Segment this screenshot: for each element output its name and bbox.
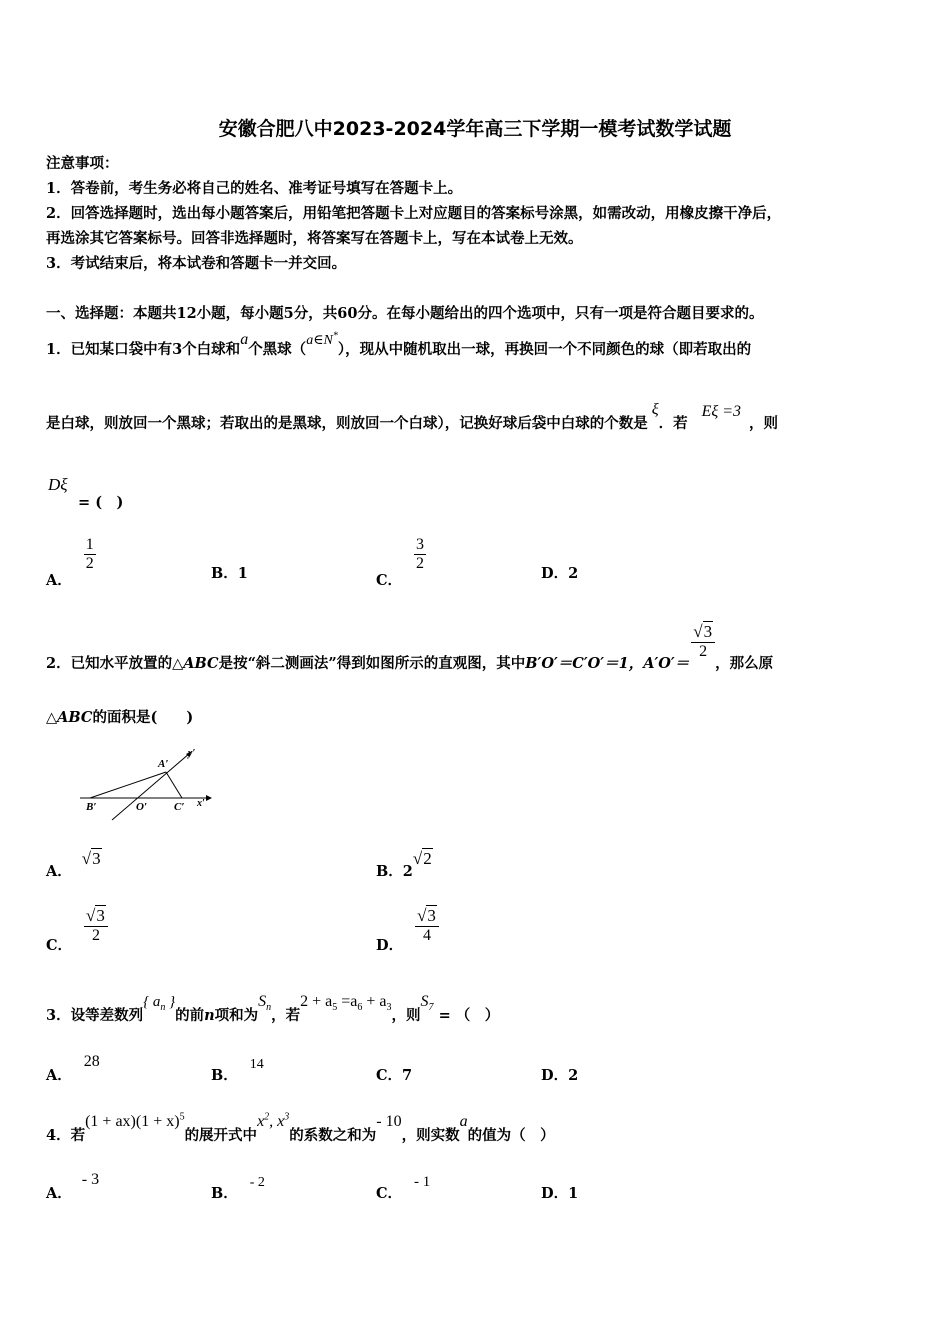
q1-text-6: ，则 xyxy=(749,415,779,432)
q1-condition: a∈N* xyxy=(306,330,338,348)
label-x: x′ xyxy=(197,798,205,809)
q3-option-d[interactable]: D．2 xyxy=(541,1067,579,1084)
segment-ba xyxy=(90,772,166,798)
q1-text-5: ．若 xyxy=(658,415,688,432)
section-heading: 一、选择题：本题共12小题，每小题5分，共60分。在每小题给出的四个选项中，只有一项是符合题目要求的。 xyxy=(46,305,764,322)
q3-s7: $S_7$ xyxy=(420,993,434,1014)
x-axis-arrow xyxy=(206,795,212,801)
q1-line-3 xyxy=(48,475,124,516)
q1-variance: Dξ xyxy=(48,475,68,494)
q3-sum: $S_n$ xyxy=(258,993,272,1014)
q4-option-b[interactable]: B．- 2 xyxy=(211,1175,265,1202)
notice-line-2b: 再选涂其它答案标号。回答非选择题时，将答案写在答题卡上，写在本试卷上无效。 xyxy=(46,230,583,247)
q1-text-4: 是白球，则放回一个黑球；若取出的是黑球，则放回一个白球），记换好球后袋中白球的个数是 xyxy=(46,415,648,432)
q2-option-c[interactable]: C． $\frac{√3}{2}$ xyxy=(46,906,108,946)
q3-option-a[interactable]: A．28 xyxy=(46,1053,100,1084)
page-title: 安徽合肥八中2023-2024学年高三下学期一模考试数学试题 xyxy=(218,118,732,140)
q3-option-b[interactable]: B．14 xyxy=(211,1057,264,1084)
label-c: C′ xyxy=(174,801,185,813)
q1-text-7: = ( ) xyxy=(78,494,124,511)
q4-expression: $(1 + ax)(1 + x)^5$ xyxy=(85,1111,185,1130)
notice-line-3: 3．考试结束后，将本试卷和答题卡一并交回。 xyxy=(46,255,347,272)
q4-option-a[interactable]: A．- 3 xyxy=(46,1171,100,1202)
q1-line-2 xyxy=(46,401,779,433)
segment-ac xyxy=(166,772,182,798)
q3-option-c[interactable]: C．7 xyxy=(376,1067,413,1084)
notice-line-2a: 2．回答选择题时，选出每小题答案后，用铅笔把答题卡上对应题目的答案标号涂黑，如需改动，用橡皮擦干净后， xyxy=(46,205,782,222)
q1-expectation: Eξ =3 xyxy=(701,403,742,420)
q1-line-1 xyxy=(46,330,752,359)
q3-sequence: { $a_n$ } xyxy=(143,994,176,1013)
notice-heading: 注意事项： xyxy=(46,155,119,172)
q1-option-d[interactable]: D．2 xyxy=(541,565,579,582)
q3-equation: $2 + a_5 =a_6 + a_3$ xyxy=(300,993,392,1014)
q2-line-2: △ABC的面积是( ) xyxy=(46,709,194,726)
q1-text-2: 个黑球（ xyxy=(248,341,307,358)
q4-line: 4．若$(1 + ax)(1 + x)^5$的展开式中$x^2$, $x^3$的系数之和为- 10，则实数a的值为（ ） xyxy=(46,1111,555,1144)
q1-option-a[interactable]: A． $\frac{1}{2}$ xyxy=(46,536,94,589)
q2-option-b[interactable]: B．2√2 xyxy=(376,849,432,880)
q1-text-3: ），现从中随机取出一球，再换回一个不同颜色的球（即若取出的 xyxy=(337,341,752,358)
q4-value: - 10 xyxy=(376,1113,402,1130)
q4-var-a: a xyxy=(459,1113,468,1130)
q4-option-d[interactable]: D．1 xyxy=(541,1185,579,1202)
q1-option-c[interactable]: C． $\frac{3}{2}$ xyxy=(376,536,425,589)
notice-line-1: 1．答卷前，考生务必将自己的姓名、准考证号填写在答题卡上。 xyxy=(46,180,463,197)
oblique-projection-figure xyxy=(70,742,220,827)
q3-line: 3．设等差数列{ $a_n$ }的前n项和为$S_n$，若$2 + a_5 =a_6 + a_3$，则$S_7$ = （ ） xyxy=(46,993,500,1024)
q2-option-d[interactable]: D． $\frac{√3}{4}$ xyxy=(376,906,439,946)
label-b: B′ xyxy=(86,801,97,813)
q1-var-a: a xyxy=(240,331,249,348)
label-y: y′ xyxy=(188,748,196,759)
q2-option-a[interactable]: A．√3 xyxy=(46,849,101,880)
q1-xi: ξ xyxy=(651,401,659,418)
q1-text-1: 1．已知某口袋中有3个白球和 xyxy=(46,341,241,358)
label-o: O′ xyxy=(136,801,148,813)
q4-option-c[interactable]: C．- 1 xyxy=(376,1174,431,1202)
q4-terms: $x^2$, $x^3$ xyxy=(257,1111,290,1130)
label-a: A′ xyxy=(158,758,169,770)
q2-line-1: 2．已知水平放置的△ABC是按“斜二测画法”得到如图所示的直观图，其中B′O′＝C′O′＝1，A′O′＝ $\frac{√3}{2}$ ，那么原 xyxy=(46,622,774,672)
q1-option-b[interactable]: B．1 xyxy=(211,565,248,582)
